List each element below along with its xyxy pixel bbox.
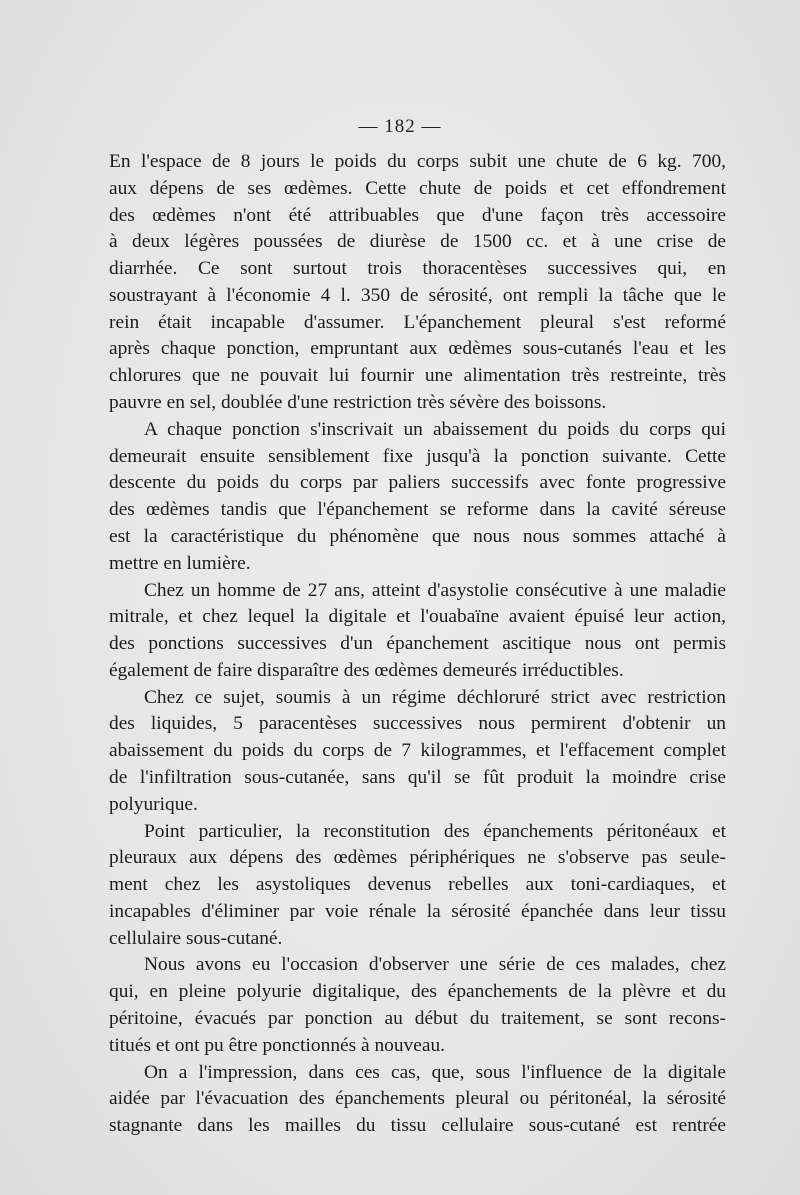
page-number: — 182 — [358,116,442,137]
text-line: mettre en lumière. [109,552,251,574]
text-line: En l'espace de 8 jours le poids du corps subit une chute de 6 kg. 700, [109,151,726,172]
text-line: également de faire disparaître des œdèmes demeurés irréductibles. [109,659,624,681]
text-line: de l'infiltration sous-cutanée, sans qu'il se fût produit la moindre crise [109,766,726,788]
text-line: chlorures que ne pouvait lui fournir une alimentation très restreinte, très [109,365,726,387]
text-line: soustrayant à l'économie 4 l. 350 de sérosité, ont rempli la tâche que le [109,284,726,306]
text-line: des œdèmes tandis que l'épanchement se reforme dans la cavité séreuse [109,499,726,521]
text-line: est la caractéristique du phénomène que nous nous sommes attaché à [109,525,726,547]
text-line: péritoine, évacués par ponction au début du traitement, se sont recons- [109,1008,726,1029]
text-line: polyurique. [109,793,198,815]
text-line: On a l'impression, dans ces cas, que, sous l'influence de la digitale [144,1061,726,1083]
text-line: aux dépens de ses œdèmes. Cette chute de poids et cet effondrement [109,177,726,199]
text-line: Nous avons eu l'occasion d'observer une série de ces malades, chez [144,954,726,976]
text-line: pauvre en sel, doublée d'une restriction très sévère des boissons. [109,392,607,414]
text-line: cellulaire sous-cutané. [109,927,283,949]
text-line: Chez un homme de 27 ans, atteint d'asystolie consécutive à une maladie [144,579,726,601]
text-line: des œdèmes n'ont été attribuables que d'une façon très accessoire [109,204,726,226]
text-line: A chaque ponction s'inscrivait un abaissement du poids du corps qui [144,418,726,440]
text-line: rein était incapable d'assumer. L'épanchement pleural s'est reformé [109,311,726,333]
text-line: incapables d'éliminer par voie rénale la sérosité épanchée dans leur tissu [109,900,726,922]
text-line: qui, en pleine polyurie digitalique, des épanchements de la plèvre et du [109,981,726,1003]
text-line: abaissement du poids du corps de 7 kilogrammes, et l'effacement complet [109,740,726,762]
body-text [109,150,726,1141]
text-line: des liquides, 5 paracentèses successives nous permirent d'obtenir un [109,713,726,735]
text-line: mitrale, et chez lequel la digitale et l'ouabaïne avaient épuisé leur action, [109,606,726,628]
text-line: titués et ont pu être ponctionnés à nouveau. [109,1034,446,1056]
text-line: demeurait ensuite sensiblement fixe jusqu'à la ponction suivante. Cette [109,445,726,467]
text-line: descente du poids du corps par paliers successifs avec fonte progressive [109,472,726,494]
text-line: Point particulier, la reconstitution des épanchements péritonéaux et [144,820,726,842]
text-line: à deux légères poussées de diurèse de 1500 cc. et à une crise de [109,231,726,253]
text-line: des ponctions successives d'un épanchement ascitique nous ont permis [109,633,726,655]
text-line: stagnante dans les mailles du tissu cellulaire sous-cutané est rentrée [109,1115,726,1137]
text-line: après chaque ponction, empruntant aux œdèmes sous-cutanés l'eau et les [109,338,726,360]
text-line: aidée par l'évacuation des épanchements pleural ou péritonéal, la sérosité [109,1088,726,1110]
text-line: Chez ce sujet, soumis à un régime déchloruré strict avec restriction [144,686,726,708]
text-line: pleuraux aux dépens des œdèmes périphériques ne s'observe pas seule- [109,847,726,869]
text-line: ment chez les asystoliques devenus rebelles aux toni-cardiaques, et [109,874,726,896]
text-line: diarrhée. Ce sont surtout trois thoracentèses successives qui, en [109,258,726,280]
